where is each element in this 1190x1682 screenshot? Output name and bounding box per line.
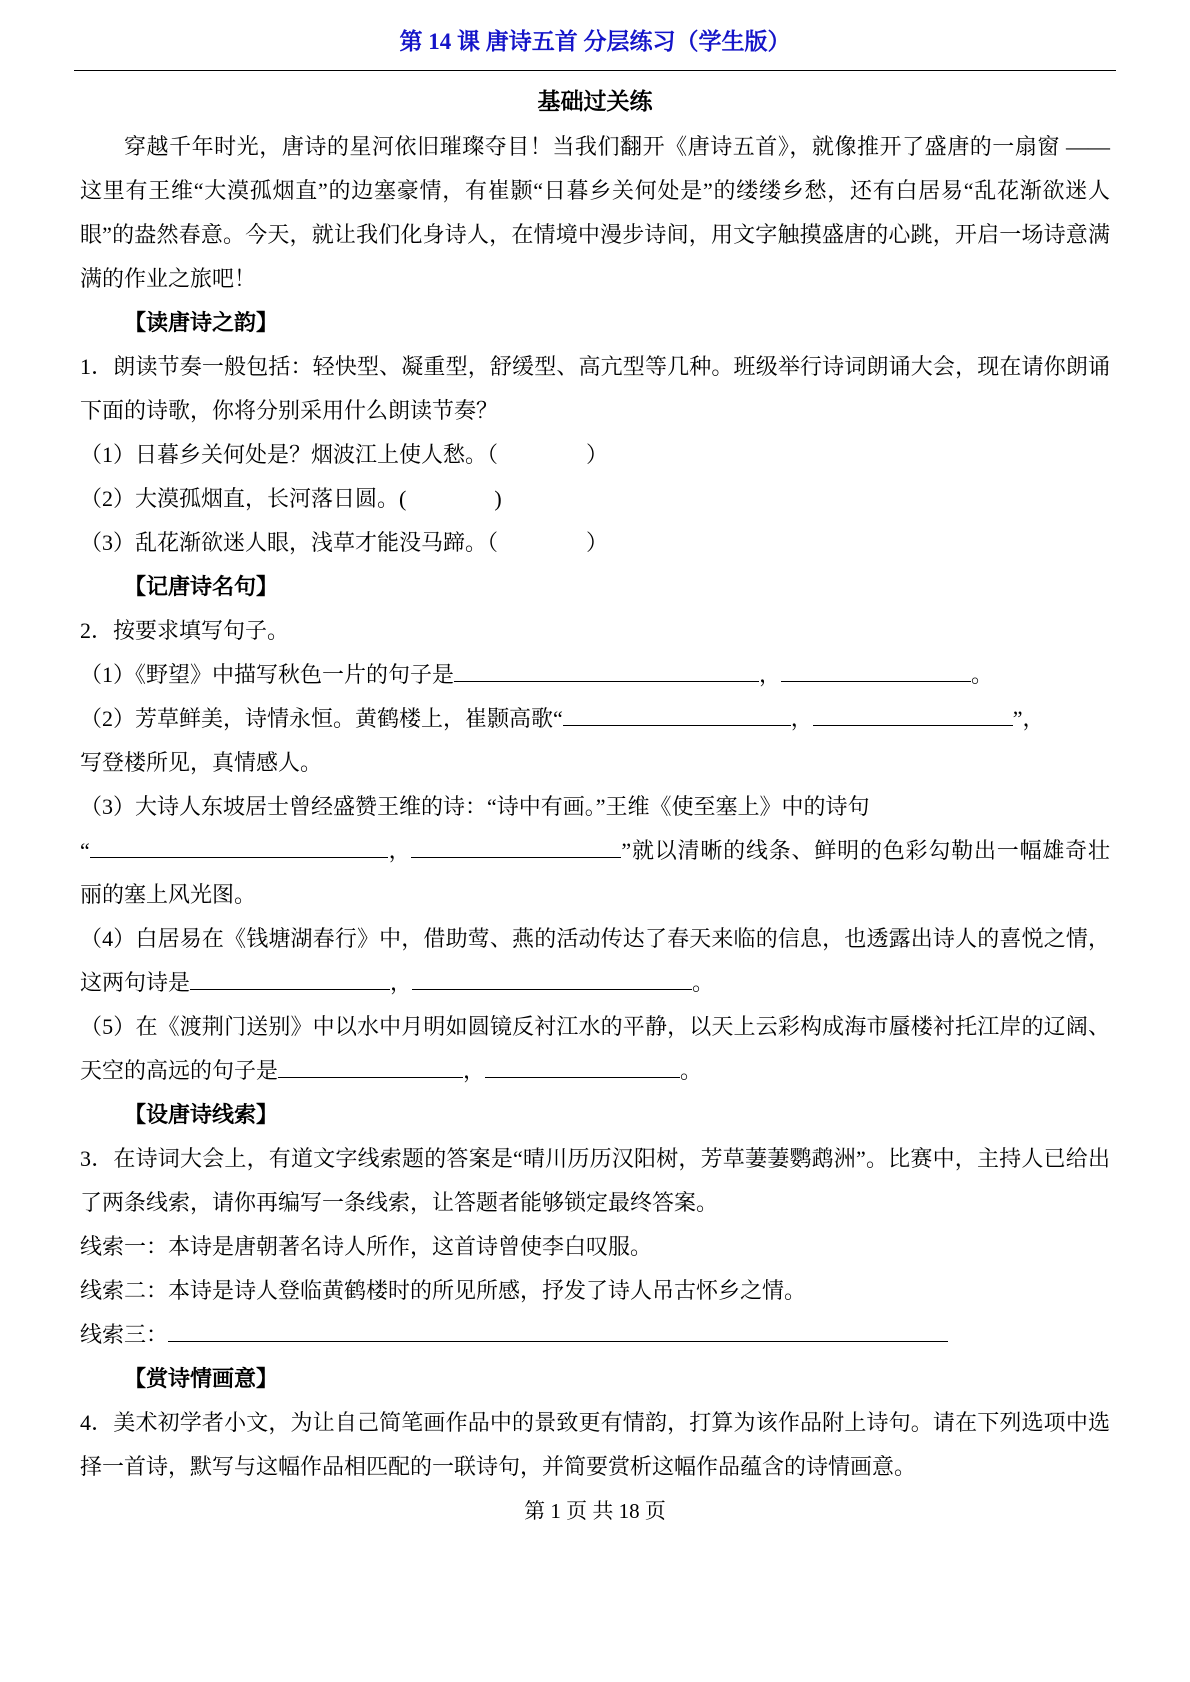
fill-in-blank xyxy=(412,969,692,990)
fill-in-blank xyxy=(168,1321,948,1342)
fill-in-blank xyxy=(190,969,390,990)
question-2: 2．按要求填写句子。 xyxy=(80,618,290,643)
fill-in-blank xyxy=(90,837,388,858)
question-1-item-1: （1）日暮乡关何处是？烟波江上使人愁。（ ） xyxy=(80,442,609,467)
fill-in-blank xyxy=(781,661,971,682)
subheading-read-rhythm: 【读唐诗之韵】 xyxy=(124,310,279,335)
question-2-item-4: （4）白居易在《钱塘湖春行》中，借助莺、燕的活动传达了春天来临的信息，也透露出诗人的喜悦之情，这两句诗是 ， 。 xyxy=(80,926,1110,995)
question-2-item-2: （2）芳草鲜美，诗情永恒。黄鹤楼上，崔颢高歌“ ， ”， 写登楼所见，真情感人。 xyxy=(80,706,1045,775)
page-footer: 第 1 页 共 18 页 xyxy=(524,1499,666,1523)
subheading-clues: 【设唐诗线索】 xyxy=(124,1102,279,1127)
question-4: 4．美术初学者小文，为让自己简笔画作品中的景致更有情韵，打算为该作品附上诗句。请在下列选项中选择一首诗，默写与这幅作品相匹配的一联诗句，并简要赏析这幅作品蕴含的诗情画意。 xyxy=(80,1410,1110,1479)
question-2-item-1: （1）《野望》中描写秋色一片的句子是 ， 。 xyxy=(80,662,994,687)
document-title: 第 14 课 唐诗五首 分层练习（学生版） xyxy=(399,29,791,54)
title-divider xyxy=(74,70,1116,71)
fill-in-blank xyxy=(813,705,1013,726)
subheading-famous-lines: 【记唐诗名句】 xyxy=(124,574,279,599)
subheading-art: 【赏诗情画意】 xyxy=(124,1366,279,1391)
fill-in-blank xyxy=(485,1057,680,1078)
clue-2: 线索二：本诗是诗人登临黄鹤楼时的所见所感，抒发了诗人吊古怀乡之情。 xyxy=(80,1278,807,1303)
question-1-item-3: （3）乱花渐欲迷人眼，浅草才能没马蹄。（ ） xyxy=(80,530,609,555)
question-1: 1．朗读节奏一般包括：轻快型、凝重型，舒缓型、高亢型等几种。班级举行诗词朗诵大会，现在请你朗诵下面的诗歌，你将分别采用什么朗读节奏？ xyxy=(80,354,1110,423)
question-3: 3．在诗词大会上，有道文字线索题的答案是“晴川历历汉阳树，芳草萋萋鹦鹉洲”。比赛中，主持人已给出了两条线索，请你再编写一条线索，让答题者能够锁定最终答案。 xyxy=(80,1146,1110,1215)
section-heading: 基础过关练 xyxy=(537,89,653,114)
fill-in-blank xyxy=(278,1057,463,1078)
question-2-item-5: （5）在《渡荆门送别》中以水中月明如圆镜反衬江水的平静，以天上云彩构成海市蜃楼衬托江岸的辽阔、天空的高远的句子是 ， 。 xyxy=(80,1014,1110,1083)
fill-in-blank xyxy=(563,705,791,726)
clue-1: 线索一：本诗是唐朝著名诗人所作，这首诗曾使李白叹服。 xyxy=(80,1234,653,1259)
fill-in-blank xyxy=(454,661,759,682)
fill-in-blank xyxy=(411,837,621,858)
intro-paragraph: 穿越千年时光，唐诗的星河依旧璀璨夺目！当我们翻开《唐诗五首》，就像推开了盛唐的一扇窗 —— 这里有王维“大漠孤烟直”的边塞豪情，有崔颢“日暮乡关何处是”的缕缕乡愁，还有白居易“乱花渐欲迷人眼”的盎然春意。今天，就让我们化身诗人，在情境中漫步诗间，用文字触摸盛唐的心跳，开启一场诗意满满的作业之旅吧！ xyxy=(80,134,1110,291)
clue-3: 线索三： xyxy=(80,1313,1110,1357)
question-1-item-2: （2）大漠孤烟直，长河落日圆。( ) xyxy=(80,486,502,511)
question-2-item-3: （3）大诗人东坡居士曾经盛赞王维的诗：“诗中有画。”王维《使至塞上》中的诗句 “ ， ”就以清晰的线条、鲜明的色彩勾勒出一幅雄奇壮丽的塞上风光图。 xyxy=(80,794,1110,907)
